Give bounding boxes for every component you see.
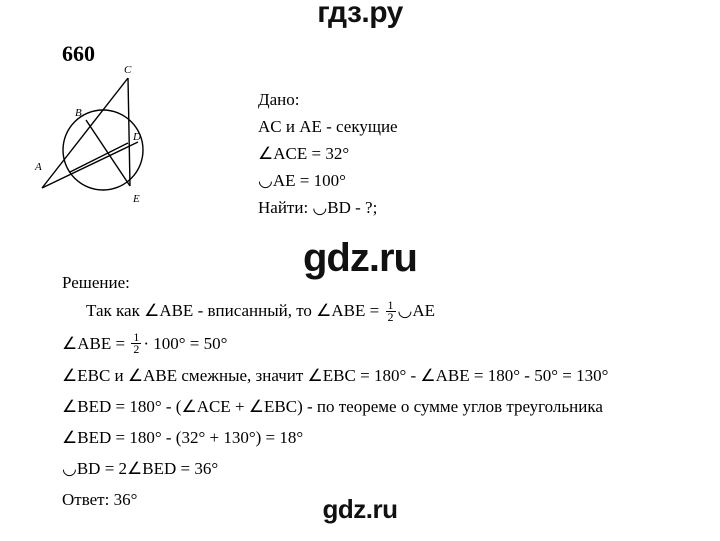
- secant-ae: [42, 142, 138, 188]
- geometry-figure: [30, 60, 220, 230]
- secant-ac: [42, 78, 128, 188]
- circle-shape: [63, 110, 143, 190]
- given-line-1: AC и AE - секущие: [258, 117, 398, 136]
- figure-svg: [30, 60, 220, 230]
- label-d: D: [133, 131, 141, 143]
- segment-ce: [128, 78, 130, 186]
- chord-d-left: [70, 143, 128, 172]
- solution-line-2-part-b: · 100° = 50°: [143, 333, 228, 353]
- solution-label: Решение:: [62, 273, 130, 292]
- watermark-middle: gdz.ru: [303, 236, 417, 280]
- given-line-2: ∠ACE = 32°: [258, 144, 350, 163]
- solution-block: [62, 297, 702, 520]
- solution-line-1-part-a: Так как ∠ABE - вписанный, то ∠ABE =: [86, 301, 384, 320]
- fraction-denominator: 2: [133, 342, 140, 357]
- solution-line-6: ◡BD = 2∠BED = 36°: [62, 459, 219, 479]
- given-line-4: Найти: ◡BD - ?;: [258, 198, 378, 217]
- label-c: C: [124, 64, 132, 76]
- solution-line-5: ∠BED = 180° - (32° + 130°) = 18°: [62, 428, 304, 448]
- solution-line-4: ∠BED = 180° - (∠ACE + ∠EBC) - по теореме о сумме углов треугольника: [62, 397, 603, 417]
- label-e: E: [133, 193, 140, 205]
- given-block: [258, 86, 398, 221]
- watermark-top: гдз.ру: [317, 0, 403, 29]
- label-b: B: [75, 107, 82, 119]
- task-number: 660: [62, 41, 95, 66]
- fraction-half-1: [386, 297, 396, 324]
- given-title: Дано:: [258, 90, 300, 109]
- solution-line-1: [62, 297, 702, 324]
- watermark-bottom: gdz.ru: [322, 494, 398, 524]
- answer-line: Ответ: 36°: [62, 490, 138, 510]
- fraction-half-2: [131, 332, 141, 355]
- fraction-numerator: 1: [387, 297, 394, 312]
- solution-line-2-part-a: ∠ABE =: [62, 333, 130, 353]
- solution-line-3: ∠EBC и ∠ABE смежные, значит ∠EBC = 180° - ∠ABE = 180° - 50° = 130°: [62, 366, 609, 386]
- fraction-denominator: 2: [387, 309, 394, 324]
- fraction-numerator: 1: [133, 330, 140, 345]
- solution-line-2: [62, 330, 702, 357]
- label-a: A: [35, 161, 42, 173]
- given-line-3: ◡AE = 100°: [258, 171, 346, 190]
- solution-line-1-part-b: ◡AE: [397, 301, 435, 320]
